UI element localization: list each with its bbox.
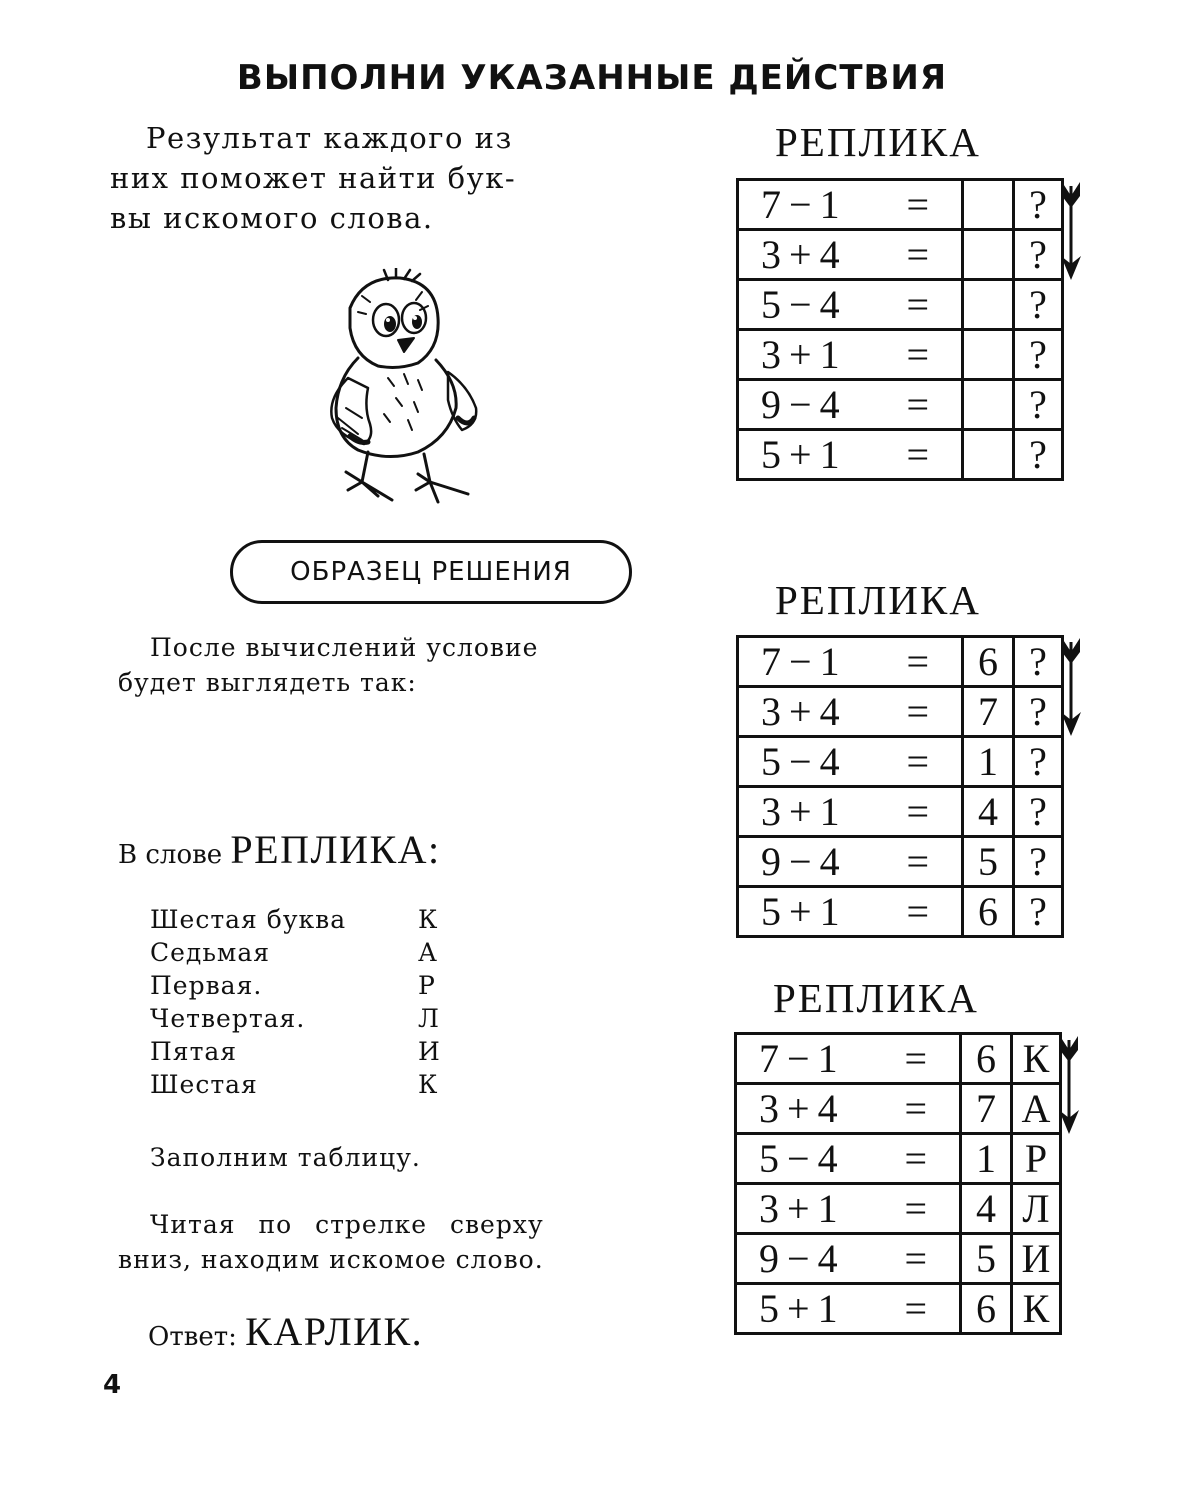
table-1-word: РЕПЛИКА [775, 119, 981, 165]
result-cell: 7 [963, 687, 1014, 737]
expression-cell [736, 1084, 961, 1134]
expression-op: − [789, 839, 812, 884]
letter-row [150, 1004, 440, 1037]
expression-op: − [789, 182, 812, 227]
after-calc-line-2: будет выглядеть так: [118, 668, 417, 697]
expression-left [759, 1285, 838, 1332]
letter-row [150, 1037, 441, 1070]
letter-row-label: Шестая [150, 1070, 258, 1099]
equals-sign: = [906, 839, 929, 884]
expression-op: + [789, 689, 812, 734]
result-cell: 5 [963, 837, 1014, 887]
expression-op: − [787, 1236, 810, 1281]
reading-line-1: Читая по стрелке сверху [150, 1210, 544, 1239]
table-row [736, 1084, 1061, 1134]
expression-a: 5 [759, 1136, 779, 1181]
equals-sign: = [906, 739, 929, 784]
expression-cell [738, 230, 963, 280]
result-cell: 6 [963, 887, 1014, 937]
expression-left [759, 1185, 838, 1232]
expression-op: + [789, 889, 812, 934]
result-cell: 5 [961, 1234, 1012, 1284]
expression-cell [738, 380, 963, 430]
expression-op: + [787, 1186, 810, 1231]
expression-cell [738, 887, 963, 937]
after-calc-line-1: После вычислений условие [150, 633, 539, 662]
result-cell [963, 230, 1014, 280]
expression-a: 3 [761, 689, 781, 734]
expression-op: + [787, 1086, 810, 1131]
after-calc-text [118, 630, 598, 700]
equals-sign: = [904, 1286, 927, 1331]
table-row [736, 1234, 1061, 1284]
table-row [736, 1134, 1061, 1184]
result-cell: 4 [961, 1184, 1012, 1234]
table-row [738, 837, 1063, 887]
equals-sign: = [904, 1186, 927, 1231]
letter-cell: К [1012, 1034, 1061, 1084]
equals-sign: = [906, 332, 929, 377]
result-cell: 6 [961, 1284, 1012, 1334]
page-title: ВЫПОЛНИ УКАЗАННЫЕ ДЕЙСТВИЯ [236, 58, 948, 98]
expression-b: 4 [817, 1236, 838, 1281]
letter-row-letter: А [418, 938, 438, 967]
equals-sign: = [904, 1136, 927, 1181]
expression-left [759, 1085, 838, 1132]
expression-left [761, 738, 840, 785]
expression-left [761, 638, 840, 685]
expression-op: + [789, 232, 812, 277]
letter-row-label: Седьмая [150, 938, 271, 967]
expression-left [759, 1135, 838, 1182]
answer-word: КАРЛИК. [245, 1309, 424, 1354]
expression-op: − [789, 282, 812, 327]
expression-cell [738, 787, 963, 837]
expression-b: 4 [819, 382, 840, 427]
result-cell: 1 [963, 737, 1014, 787]
expression-a: 5 [761, 282, 781, 327]
letter-cell: Р [1012, 1134, 1061, 1184]
letter-row [150, 905, 439, 938]
expression-b: 1 [819, 639, 840, 684]
expression-a: 3 [761, 332, 781, 377]
letter-row-label: Первая. [150, 971, 263, 1000]
question-cell: ? [1014, 180, 1063, 230]
expression-a: 7 [761, 182, 781, 227]
expression-op: − [789, 739, 812, 784]
sample-solution-label: ОБРАЗЕЦ РЕШЕНИЯ [230, 540, 632, 604]
result-cell: 1 [961, 1134, 1012, 1184]
result-cell [963, 180, 1014, 230]
expression-cell [738, 737, 963, 787]
expression-b: 1 [817, 1186, 838, 1231]
equals-sign: = [906, 232, 929, 277]
answer [148, 1308, 423, 1355]
intro-text [110, 118, 580, 238]
letter-row [150, 938, 438, 971]
table-1 [736, 178, 1064, 481]
expression-left [759, 1235, 838, 1282]
expression-cell [736, 1134, 961, 1184]
expression-a: 3 [761, 232, 781, 277]
question-cell: ? [1014, 787, 1063, 837]
expression-left [761, 788, 840, 835]
intro-line: Результат каждого из [146, 121, 513, 155]
expression-b: 1 [819, 182, 840, 227]
question-cell: ? [1014, 230, 1063, 280]
equals-sign: = [904, 1086, 927, 1131]
page-number: 4 [103, 1370, 122, 1400]
expression-cell [738, 280, 963, 330]
in-word-lead: В слове [118, 840, 231, 870]
table-2 [736, 635, 1064, 938]
expression-b: 4 [817, 1086, 838, 1131]
equals-sign: = [904, 1236, 927, 1281]
expression-left [759, 1035, 838, 1082]
in-word-word: РЕПЛИКА: [230, 827, 441, 872]
fill-table-text: Заполним таблицу. [150, 1143, 421, 1172]
table-3 [734, 1032, 1062, 1335]
equals-sign: = [906, 282, 929, 327]
letter-row-letter: К [418, 1070, 439, 1099]
result-cell: 4 [963, 787, 1014, 837]
result-cell [963, 330, 1014, 380]
expression-cell [738, 837, 963, 887]
expression-cell [736, 1284, 961, 1334]
letter-row [150, 971, 436, 1004]
question-cell: ? [1014, 330, 1063, 380]
question-cell: ? [1014, 430, 1063, 480]
result-cell [963, 430, 1014, 480]
arrow-down-icon [1058, 638, 1084, 738]
equals-sign: = [904, 1036, 927, 1081]
expression-left [761, 231, 840, 278]
question-cell: ? [1014, 637, 1063, 687]
question-cell: ? [1014, 837, 1063, 887]
table-row [738, 637, 1063, 687]
equals-sign: = [906, 689, 929, 734]
question-cell: ? [1014, 380, 1063, 430]
letter-cell: И [1012, 1234, 1061, 1284]
letter-row-letter: И [418, 1037, 441, 1066]
expression-a: 3 [759, 1086, 779, 1131]
result-cell [963, 380, 1014, 430]
table-row [738, 737, 1063, 787]
expression-op: + [787, 1286, 810, 1331]
letter-row [150, 1070, 439, 1103]
letter-cell: К [1012, 1284, 1061, 1334]
letter-row-letter: Л [418, 1004, 440, 1033]
table-row [738, 430, 1063, 480]
reading-text [118, 1207, 600, 1277]
table-row [736, 1284, 1061, 1334]
expression-a: 9 [761, 839, 781, 884]
equals-sign: = [906, 889, 929, 934]
expression-cell [738, 180, 963, 230]
table-row [738, 230, 1063, 280]
table-row [736, 1034, 1061, 1084]
chick-illustration [318, 268, 483, 510]
expression-left [761, 181, 840, 228]
question-cell: ? [1014, 280, 1063, 330]
expression-b: 1 [817, 1036, 838, 1081]
expression-a: 3 [761, 789, 781, 834]
letter-cell: Л [1012, 1184, 1061, 1234]
expression-left [761, 331, 840, 378]
table-row [736, 1184, 1061, 1234]
in-word-heading [118, 826, 441, 873]
expression-b: 4 [819, 739, 840, 784]
expression-a: 5 [761, 739, 781, 784]
expression-left [761, 381, 840, 428]
expression-b: 1 [819, 432, 840, 477]
expression-cell [738, 687, 963, 737]
expression-cell [738, 330, 963, 380]
expression-left [761, 888, 840, 935]
letter-cell: А [1012, 1084, 1061, 1134]
expression-a: 5 [761, 889, 781, 934]
expression-b: 4 [819, 232, 840, 277]
result-cell: 6 [963, 637, 1014, 687]
arrow-down-icon [1056, 1036, 1082, 1136]
expression-a: 7 [759, 1036, 779, 1081]
equals-sign: = [906, 639, 929, 684]
arrow-down-icon [1058, 182, 1084, 282]
letter-row-label: Пятая [150, 1037, 238, 1066]
expression-b: 1 [817, 1286, 838, 1331]
expression-a: 3 [759, 1186, 779, 1231]
question-cell: ? [1014, 887, 1063, 937]
expression-b: 1 [819, 789, 840, 834]
equals-sign: = [906, 382, 929, 427]
table-row [738, 887, 1063, 937]
letter-row-letter: К [418, 905, 439, 934]
expression-a: 9 [759, 1236, 779, 1281]
intro-line: них поможет найти бук- [110, 161, 517, 195]
intro-line: вы искомого слова. [110, 201, 434, 235]
expression-b: 4 [819, 282, 840, 327]
expression-left [761, 688, 840, 735]
table-row [738, 180, 1063, 230]
letter-list [150, 905, 441, 1103]
expression-left [761, 838, 840, 885]
expression-op: − [787, 1136, 810, 1181]
expression-b: 1 [819, 889, 840, 934]
expression-cell [736, 1234, 961, 1284]
expression-b: 4 [819, 839, 840, 884]
expression-left [761, 431, 840, 478]
result-cell [963, 280, 1014, 330]
letter-row-letter: Р [418, 971, 436, 1000]
expression-left [761, 281, 840, 328]
expression-op: − [789, 639, 812, 684]
expression-cell [736, 1184, 961, 1234]
table-row [738, 687, 1063, 737]
result-cell: 7 [961, 1084, 1012, 1134]
equals-sign: = [906, 789, 929, 834]
expression-a: 5 [759, 1286, 779, 1331]
expression-cell [738, 637, 963, 687]
table-row [738, 280, 1063, 330]
reading-line-2: вниз, находим искомое слово. [118, 1245, 544, 1274]
table-row [738, 380, 1063, 430]
equals-sign: = [906, 182, 929, 227]
expression-a: 5 [761, 432, 781, 477]
table-2-word: РЕПЛИКА [775, 577, 981, 623]
expression-op: − [789, 382, 812, 427]
equals-sign: = [906, 432, 929, 477]
expression-a: 7 [761, 639, 781, 684]
question-cell: ? [1014, 737, 1063, 787]
table-3-word: РЕПЛИКА [773, 975, 979, 1021]
expression-op: + [789, 432, 812, 477]
expression-cell [738, 430, 963, 480]
answer-lead: Ответ: [148, 1322, 246, 1352]
table-row [738, 787, 1063, 837]
expression-cell [736, 1034, 961, 1084]
expression-op: + [789, 332, 812, 377]
expression-b: 4 [817, 1136, 838, 1181]
letter-row-label: Четвертая. [150, 1004, 306, 1033]
letter-row-label: Шестая буква [150, 905, 347, 934]
expression-b: 4 [819, 689, 840, 734]
expression-a: 9 [761, 382, 781, 427]
table-row [738, 330, 1063, 380]
expression-op: + [789, 789, 812, 834]
result-cell: 6 [961, 1034, 1012, 1084]
question-cell: ? [1014, 687, 1063, 737]
after-calc-line [118, 630, 598, 665]
expression-op: − [787, 1036, 810, 1081]
expression-b: 1 [819, 332, 840, 377]
